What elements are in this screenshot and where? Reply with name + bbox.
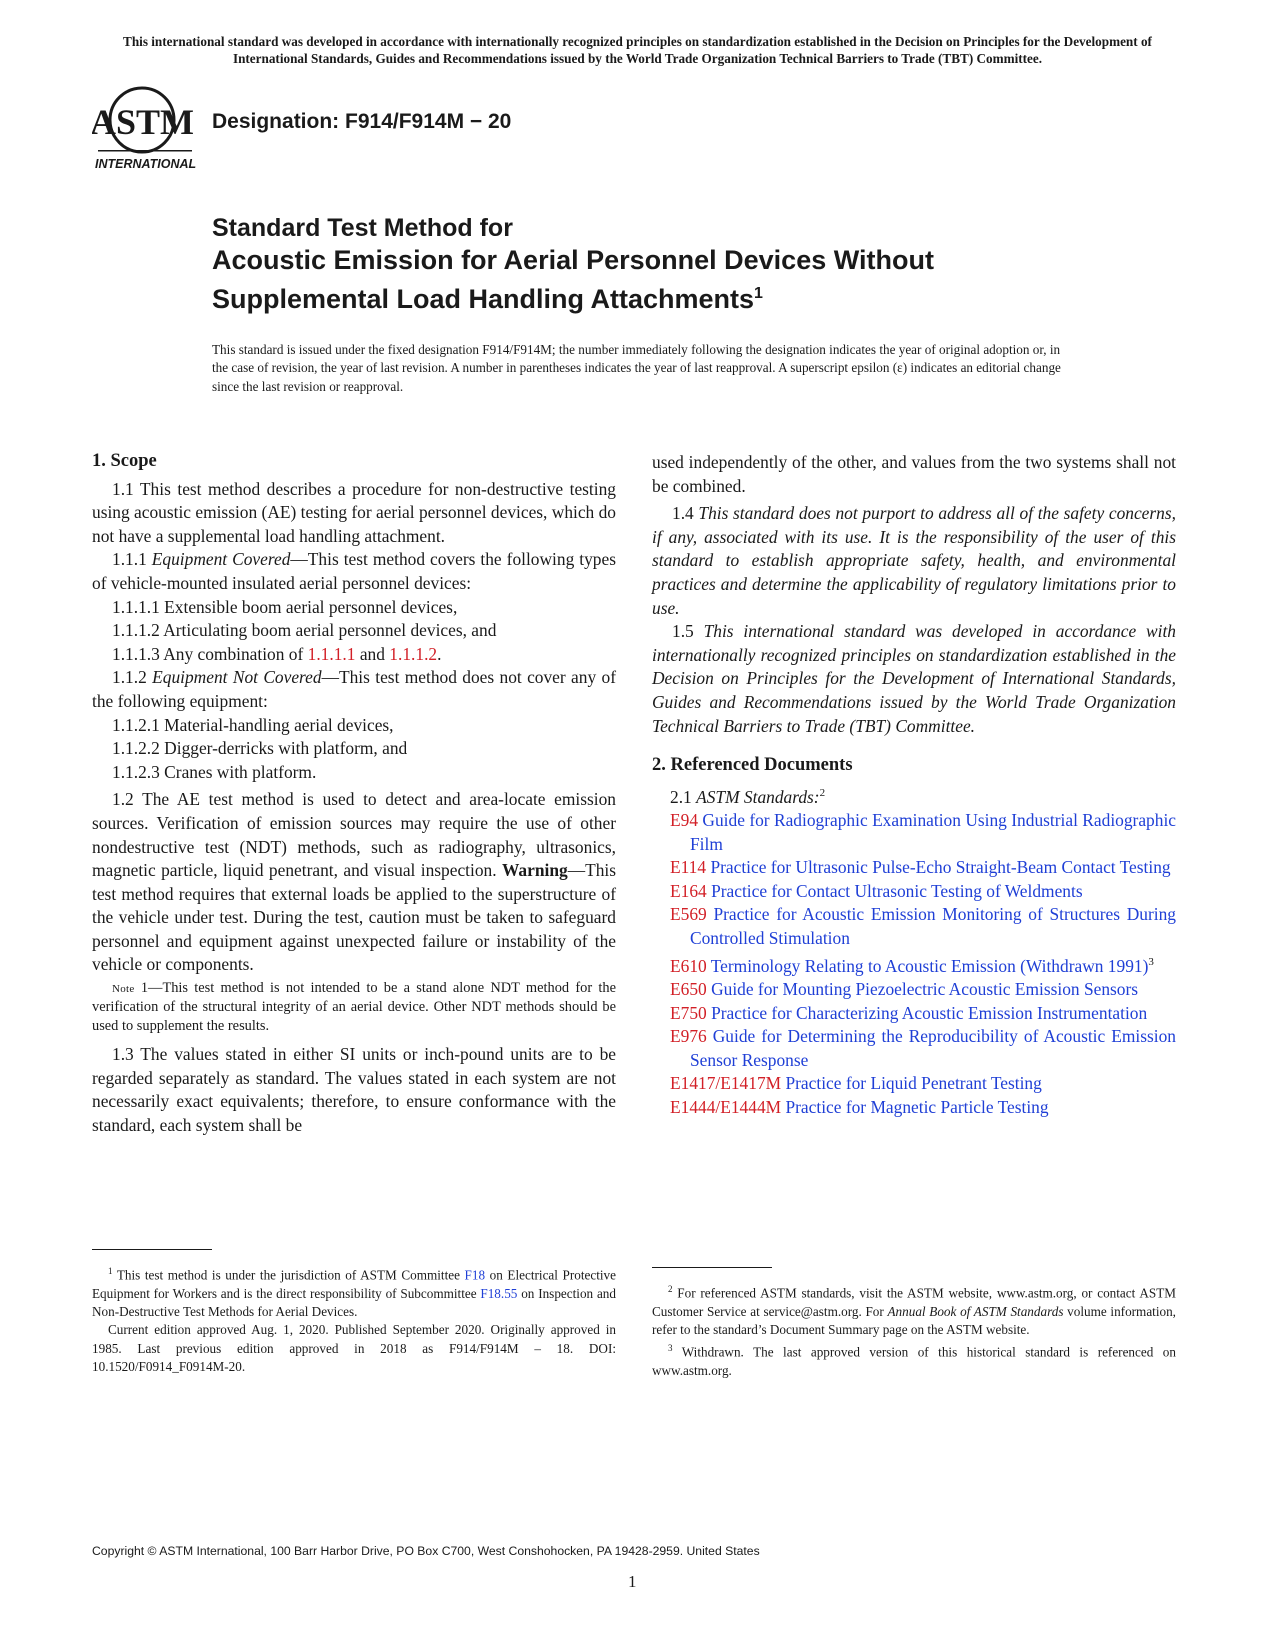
top-notice: This international standard was developed in accordance with internationally recognized principles on standardization established in the Decision on Principles for the Development of International Standards, Guides and Recommendations issued by the World Trade Organization Technical Barriers to Trade (TBT) Committee. [123, 34, 1152, 66]
footnote-1-edition: Current edition approved Aug. 1, 2020. Published September 2020. Originally approved in 1985. Last previous edition approved in 2018 as F914/F914M – 18. DOI: 10.1520/F0914_F0914M-20. [92, 1322, 616, 1374]
reference-item [652, 809, 1176, 856]
reference-code-link[interactable]: E750 [670, 1002, 707, 1023]
reference-item [652, 1072, 1176, 1096]
reference-title-link[interactable]: Practice for Contact Ultrasonic Testing of Weldments [711, 880, 1083, 901]
note-1: Note 1—This test method is not intended to be a stand alone NDT method for the verification of the structural integrity of an aerial device. Other NDT methods should be used to supplement the results. [92, 980, 616, 1034]
reference-title-link[interactable]: Practice for Magnetic Particle Testing [785, 1097, 1049, 1118]
reference-title-link[interactable]: Guide for Radiographic Examination Using Industrial Radiographic Film [690, 810, 1176, 854]
issue-note: This standard is issued under the fixed designation F914/F914M; the number immediately following the designation indicates the year of original adoption or, in the case of revision, the year of last revision. A number in parentheses indicates the year of last reapproval. A superscript epsilon (ε) indicates an editorial change since the last revision or reapproval. [212, 342, 1061, 394]
referenced-documents-list [652, 809, 1176, 1120]
page-number: 1 [628, 1572, 637, 1591]
footnote-3: $^3$ Withdrawn. The last approved version of this historical standard is referenced on www.astm.org. [652, 1343, 1176, 1378]
link-f18-55[interactable]: F18.55 [480, 1285, 518, 1301]
para-1-1-1: 1.1.1 Equipment Covered—This test method covers the following types of vehicle-mounted insulated aerial personnel devices: [92, 549, 616, 593]
reference-title-link[interactable]: Practice for Characterizing Acoustic Emission Instrumentation [711, 1002, 1148, 1023]
footnote-1: $^1$ This test method is under the jurisdiction of ASTM Committee F18 on Electrical Protective Equipment for Workers and is the direct responsibility of Subcommittee F18.55 on Inspection and Non-Destructive Test Methods for Aerial Devices. [92, 1266, 616, 1319]
reference-code-link[interactable]: E114 [670, 857, 707, 878]
para-1-5: 1.5 This international standard was developed in accordance with internationally recognized principles on standardization established in the Decision on Principles for the Development of International Standards, Guides and Recommendations issued by the World Trade Organization Technical Barriers to Trade (TBT) Committee. [652, 621, 1176, 736]
para-1-1: 1.1 This test method describes a procedure for non-destructive testing using acoustic emission (AE) testing for aerial personnel devices, which do not have a supplemental load handling attachment. [92, 478, 616, 546]
reference-code-link[interactable]: E610 [670, 955, 707, 976]
reference-code-link[interactable]: E650 [670, 979, 707, 1000]
designation: Designation: F914/F914M − 20 [212, 110, 512, 133]
para-1-1-2: 1.1.2 Equipment Not Covered—This test method does not cover any of the following equipment: [92, 667, 616, 711]
right-column [652, 451, 1176, 1120]
para-1-1-2-2: 1.1.2.2 Digger-derricks with platform, and [112, 738, 408, 759]
link-f18[interactable]: F18 [464, 1267, 486, 1283]
link-1-1-1-1[interactable]: 1.1.1.1 [307, 643, 356, 664]
footnote-2: $^2$ For referenced ASTM standards, visit the ASTM website, www.astm.org, or contact ASTM Customer Service at service@astm.org. For Annual Book of ASTM Standards volume information, refer to the standard’s Document Summary page on the ASTM website. [652, 1284, 1176, 1337]
reference-item [652, 1096, 1176, 1120]
reference-item [652, 880, 1176, 904]
reference-item [652, 1002, 1176, 1026]
para-1-1-1-1: 1.1.1.1 Extensible boom aerial personnel devices, [112, 596, 458, 617]
reference-code-link[interactable]: E569 [670, 904, 707, 925]
para-1-3: 1.3 The values stated in either SI units or inch-pound units are to be regarded separately as standard. The values stated in each system are not necessarily exact equivalents; therefore, to ensure conformance with the standard, each system shall be [92, 1043, 616, 1135]
para-1-1-2-3: 1.1.2.3 Cranes with platform. [112, 761, 317, 782]
reference-title-link[interactable]: Guide for Determining the Reproducibility of Acoustic Emission Sensor Response [690, 1026, 1176, 1070]
para-1-2: 1.2 The AE test method is used to detect and area-locate emission sources. Verification of emission sources may require the use of other nondestructive test (NDT) methods, such as radiography, ultrasonics, magnetic particle, liquid penetrant, and visual inspection. Warning—This test method requires that external loads be applied to the superstructure of the vehicle under test. During the test, caution must be taken to safeguard personnel and equipment against unexpected failure or instability of the vehicle or components. [92, 789, 616, 975]
reference-title-link[interactable]: Guide for Mounting Piezoelectric Acoustic Emission Sensors [711, 979, 1139, 1000]
para-1-1-1-2: 1.1.1.2 Articulating boom aerial personnel devices, and [112, 620, 497, 641]
footnotes-right [652, 1280, 1176, 1380]
reference-item [652, 903, 1176, 950]
reference-title-link[interactable]: Practice for Ultrasonic Pulse-Echo Straight-Beam Contact Testing [710, 857, 1171, 878]
reference-item [652, 978, 1176, 1002]
para-1-3-continued: used independently of the other, and values from the two systems shall not be combined. [652, 452, 1176, 496]
footnote-rule-right [652, 1267, 772, 1268]
logo-text: INTERNATIONAL [95, 157, 197, 171]
title-line-2: Acoustic Emission for Aerial Personnel Devices Without [212, 245, 934, 275]
copyright: Copyright © ASTM International, 100 Barr Harbor Drive, PO Box C700, West Conshohocken, PA 19428-2959. United States [92, 1544, 760, 1558]
section-1-heading: 1. Scope [92, 451, 157, 471]
section-2-heading: 2. Referenced Documents [652, 755, 853, 776]
reference-title-link[interactable]: Terminology Relating to Acoustic Emission (Withdrawn 1991) [710, 955, 1149, 976]
svg-text:ASTM: ASTM [92, 102, 195, 142]
footnotes-left [92, 1262, 616, 1376]
title-line-1: Standard Test Method for [212, 214, 513, 242]
reference-item [652, 1025, 1176, 1072]
reference-footnote-mark: 3 [1148, 955, 1154, 968]
reference-code-link[interactable]: E94 [670, 810, 699, 831]
left-column [92, 450, 616, 1137]
para-1-4: 1.4 This standard does not purport to address all of the safety concerns, if any, associated with its use. It is the responsibility of the user of this standard to establish appropriate safety, health, and environmental practices and determine the applicability of regulatory limitations prior to use. [652, 503, 1176, 618]
reference-item [652, 856, 1176, 880]
para-2-1: 2.1 ASTM Standards:$^2$ [670, 786, 826, 807]
reference-code-link[interactable]: E1417/E1417M [670, 1073, 782, 1094]
para-1-1-2-1: 1.1.2.1 Material-handling aerial devices, [112, 714, 394, 735]
reference-title-link[interactable]: Practice for Acoustic Emission Monitoring of Structures During Controlled Stimulation [690, 904, 1176, 949]
footnote-rule-left [92, 1249, 212, 1250]
reference-title-link[interactable]: Practice for Liquid Penetrant Testing [785, 1073, 1042, 1094]
reference-code-link[interactable]: E976 [670, 1026, 707, 1047]
link-1-1-1-2[interactable]: 1.1.1.2 [389, 643, 438, 664]
astm-logo [92, 84, 202, 176]
reference-code-link[interactable]: E1444/E1444M [670, 1097, 782, 1118]
para-1-1-1-3: 1.1.1.3 Any combination of 1.1.1.1 and 1.1.1.2. [112, 643, 442, 664]
title-footnote-mark: 1 [754, 285, 763, 302]
reference-item [652, 951, 1176, 978]
reference-code-link[interactable]: E164 [670, 880, 707, 901]
title-line-3: Supplemental Load Handling Attachments$^1$ [212, 284, 763, 314]
title-block [212, 212, 934, 316]
